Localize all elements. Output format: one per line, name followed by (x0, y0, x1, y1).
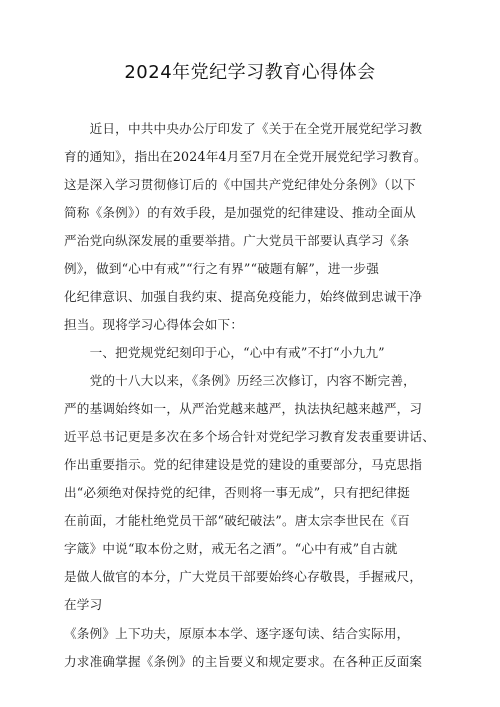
body-line: 严治党向纵深发展的重要举措。广大党员干部要认真学习《条 (64, 233, 410, 248)
body-line: 出“必须绝对保持党的纪律，否则将一事无成”，只有把纪律挺 (64, 485, 410, 500)
body-line: 简称《条例》）的有效手段，是加强党的纪律建设、推动全面从 (64, 205, 416, 220)
body-line: 这是深入学习贯彻修订后的《中国共产党纪律处分条例》（以下 (64, 177, 416, 192)
body-line: 党的十八大以来，《条例》历经三次修订，内容不断完善， (64, 373, 416, 388)
body-line: 育的通知》，指出在2024年4月至7月在全党开展党纪学习教育。 (64, 149, 427, 164)
body-line: 是做人做官的本分，广大党员干部要始终心存敬畏，手握戒尺， (64, 569, 423, 584)
body-line: 作出重要指示。党的纪律建设是党的建设的重要部分，马克思指 (64, 457, 423, 472)
section-heading: 一、把党规党纪刻印于心，“心中有戒”不打“小九九” (64, 345, 385, 360)
document-title: 2024年党纪学习教育心得体会 (124, 62, 376, 83)
body-line: 在前面，才能杜绝党员干部“破纪破法”。唐太宗李世民在《百 (64, 513, 410, 528)
body-line: 化纪律意识、加强自我约束、提高免疫能力，始终做到忠诚干净 (64, 289, 423, 304)
body-line: 近平总书记更是多次在多个场合针对党纪学习教育发表重要讲话、 (64, 429, 436, 444)
body-line: 字箴》中说“取本份之财，戒无名之酒”。“心中有戒”自古就 (64, 541, 398, 556)
body-line: 《条例》上下功夫，原原本本学、逐字逐句读、结合实际用， (64, 626, 410, 641)
body-line: 严的基调始终如一，从严治党越来越严，执法执纪越来越严，习 (64, 401, 423, 416)
body-line: 近日，中共中央办公厅印发了《关于在全党开展党纪学习教 (64, 121, 423, 136)
body-line: 在学习 (64, 597, 103, 612)
body-line: 例》，做到“心中有戒”“行之有界”“破题有解”，进一步强 (64, 261, 379, 276)
body-line: 担当。现将学习心得体会如下： (64, 317, 244, 332)
body-line: 力求准确掌握《条例》的主旨要义和规定要求。在各种正反面案 (64, 654, 423, 669)
